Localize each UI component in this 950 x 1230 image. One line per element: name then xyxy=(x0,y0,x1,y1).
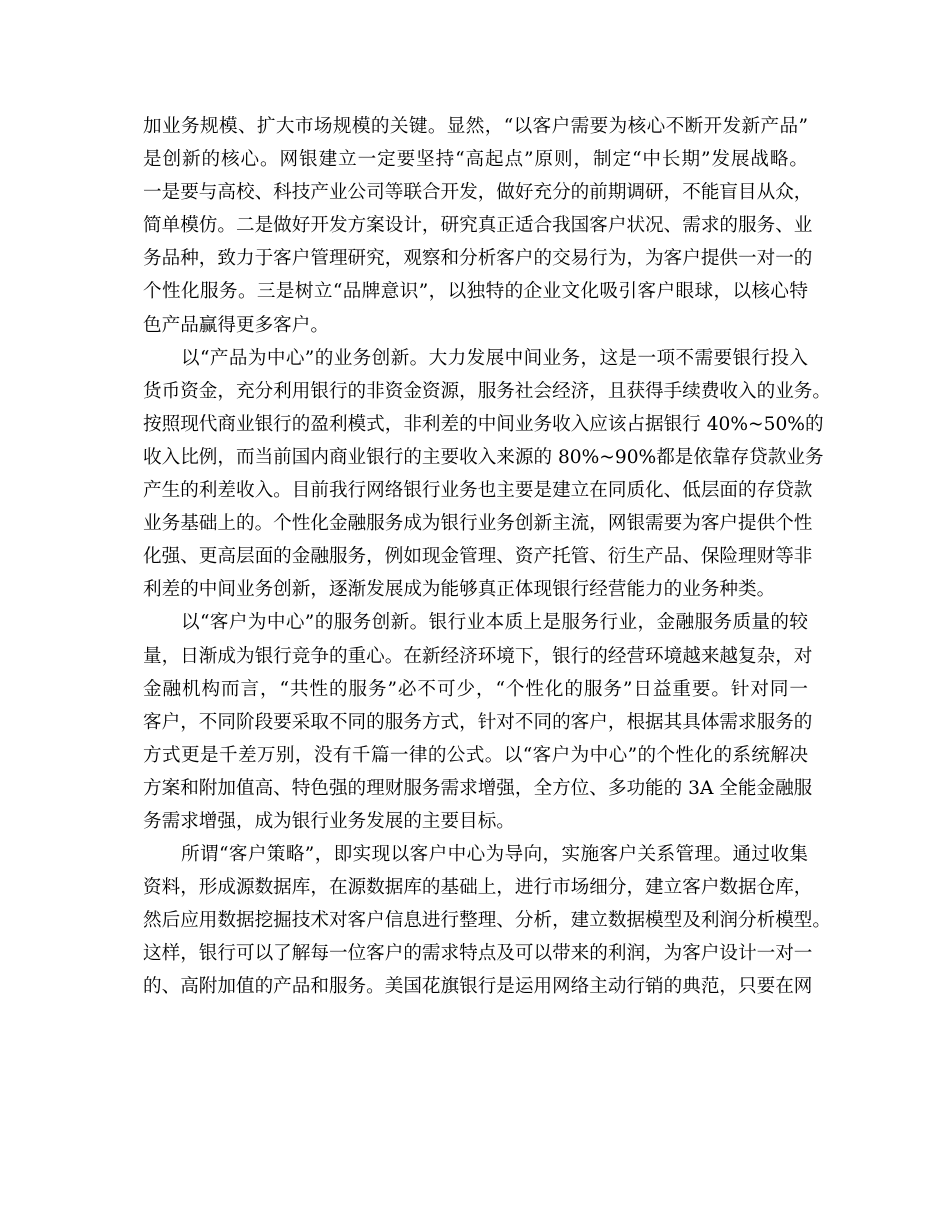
text-line: 加业务规模、扩大市场规模的关键。显然，“以客户需要为核心不断开发新产品” xyxy=(143,116,808,137)
text-line: 的、高附加值的产品和服务。美国花旗银行是运用网络主动行销的典范，只要在网 xyxy=(143,976,813,998)
text-line: 金融机构而言，“共性的服务”必不可少，“个性化的服务”日益重要。针对同一 xyxy=(143,678,808,700)
paragraph-2 xyxy=(143,342,831,607)
text-line: 以“客户为中心”的服务创新。银行业本质上是服务行业，金融服务质量的较 xyxy=(143,612,808,634)
text-line: 利差的中间业务创新，逐渐发展成为能够真正体现银行经营能力的业务种类。 xyxy=(143,579,776,601)
text-line: 简单模仿。二是做好开发方案设计，研究真正适合我国客户状况、需求的服务、业 xyxy=(143,215,813,237)
paragraph-4 xyxy=(143,838,831,1003)
document-body xyxy=(143,110,831,1004)
text-line: 然后应用数据挖掘技术对客户信息进行整理、分析，建立数据模型及利润分析模型。 xyxy=(143,910,831,932)
text-line: 化强、更高层面的金融服务，例如现金管理、资产托管、衍生产品、保险理财等非 xyxy=(143,546,813,568)
text-line: 量，日渐成为银行竞争的重心。在新经济环境下，银行的经营环境越来越复杂，对 xyxy=(143,645,813,667)
text-line: 以“产品为中心”的业务创新。大力发展中间业务，这是一项不需要银行投入 xyxy=(143,347,808,369)
text-line: 按照现代商业银行的盈利模式，非利差的中间业务收入应该占据银行 40%~50%的 xyxy=(143,413,824,435)
text-line: 是创新的核心。网银建立一定要坚持“高起点”原则，制定“中长期”发展战略。 xyxy=(143,149,808,171)
text-line: 货币资金，充分利用银行的非资金资源，服务社会经济，且获得手续费收入的业务。 xyxy=(143,380,831,402)
text-line: 所谓“客户策略”，即实现以客户中心为导向，实施客户关系管理。通过收集 xyxy=(143,844,808,866)
text-line: 一是要与高校、科技产业公司等联合开发，做好充分的前期调研，不能盲目从众， xyxy=(143,182,813,204)
text-line: 务需求增强，成为银行业务发展的主要目标。 xyxy=(143,810,515,832)
text-line: 客户，不同阶段要采取不同的服务方式，针对不同的客户，根据其具体需求服务的 xyxy=(143,711,813,733)
text-line: 方式更是千差万别，没有千篇一律的公式。以“客户为中心”的个性化的系统解决 xyxy=(143,744,808,766)
paragraph-3 xyxy=(143,606,813,838)
text-line: 方案和附加值高、特色强的理财服务需求增强，全方位、多功能的 3A 全能金融服 xyxy=(143,777,813,799)
text-line: 资料，形成源数据库，在源数据库的基础上，进行市场细分，建立客户数据仓库， xyxy=(143,877,813,899)
text-line: 业务基础上的。个性化金融服务成为银行业务创新主流，网银需要为客户提供个性 xyxy=(143,513,813,535)
text-line: 这样，银行可以了解每一位客户的需求特点及可以带来的利润，为客户设计一对一 xyxy=(143,943,813,965)
text-line: 色产品赢得更多客户。 xyxy=(143,314,329,336)
paragraph-1 xyxy=(143,110,813,342)
text-line: 产生的利差收入。目前我行网络银行业务也主要是建立在同质化、低层面的存贷款 xyxy=(143,480,813,502)
text-line: 务品种，致力于客户管理研究，观察和分析客户的交易行为，为客户提供一对一的 xyxy=(143,248,813,270)
text-line: 个性化服务。三是树立“品牌意识”，以独特的企业文化吸引客户眼球，以核心特 xyxy=(143,281,808,303)
text-line: 收入比例，而当前国内商业银行的主要收入来源的 80%~90%都是依靠存贷款业务 xyxy=(143,446,824,468)
